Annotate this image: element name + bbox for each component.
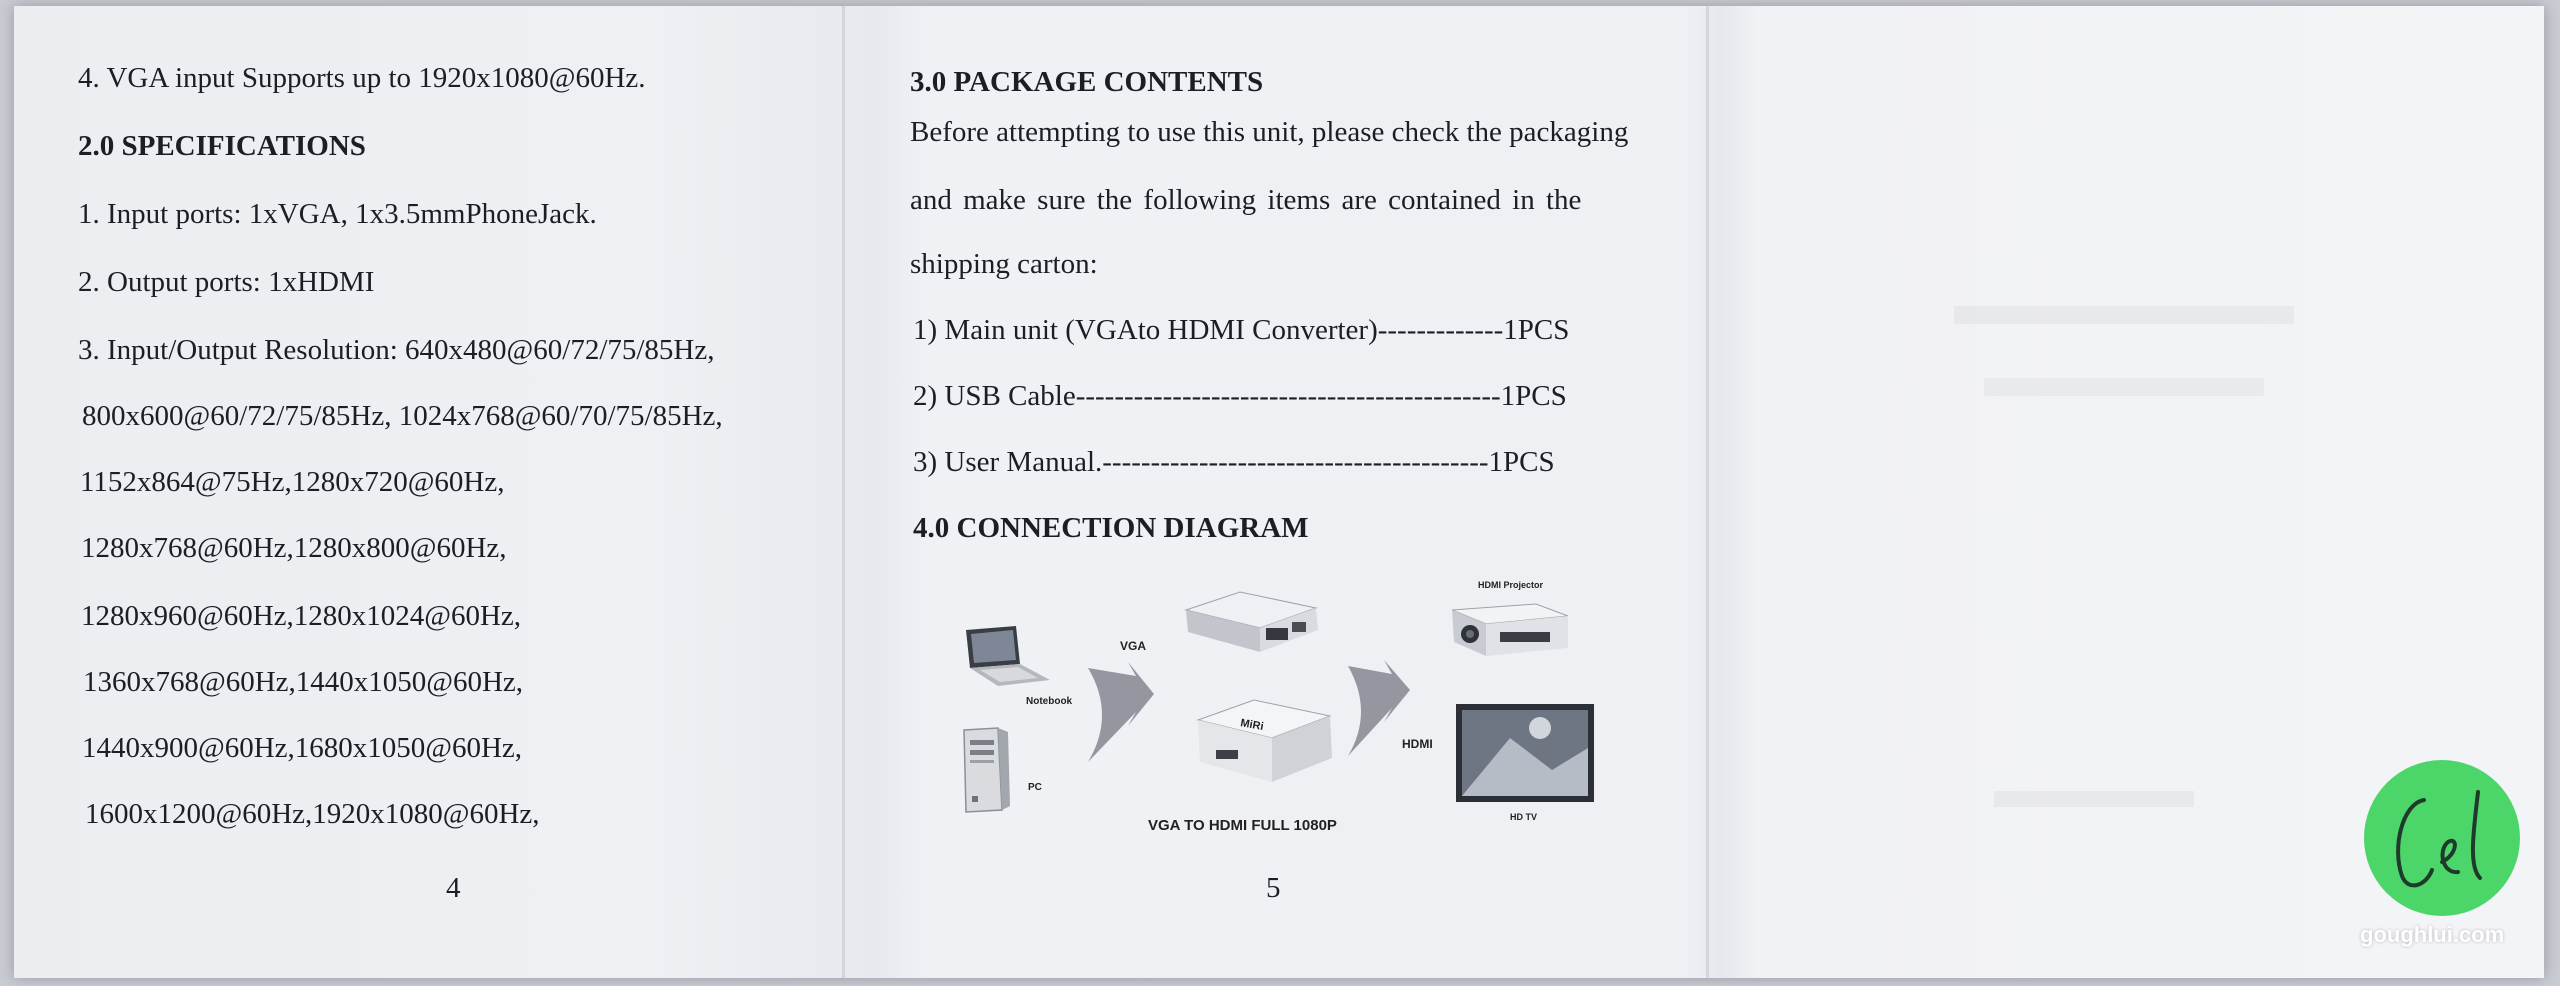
diagram-caption: VGA TO HDMI FULL 1080P bbox=[1148, 817, 1337, 834]
text-line: Before attempting to use this unit, please check the packaging bbox=[910, 116, 1629, 148]
watermark-site-text: goughlui.com bbox=[2360, 922, 2505, 947]
arrow-right-icon bbox=[1348, 660, 1410, 756]
list-item: 2) USB Cable--------------------------------------------1PCS bbox=[913, 380, 1567, 412]
text-line: 2. Output ports: 1xHDMI bbox=[78, 266, 375, 298]
text-line: 1. Input ports: 1xVGA, 1x3.5mmPhoneJack. bbox=[78, 198, 597, 230]
projector-icon bbox=[1452, 604, 1568, 656]
section-heading-package-contents: 3.0 PACKAGE CONTENTS bbox=[910, 66, 1264, 98]
fold-line-left bbox=[842, 6, 845, 978]
hdmi-label: HDMI bbox=[1402, 737, 1433, 751]
text-line: 1440x900@60Hz,1680x1050@60Hz, bbox=[82, 732, 523, 764]
list-item: 3) User Manual.----------------------------------------1PCS bbox=[913, 446, 1555, 478]
goughlui-logo bbox=[2362, 758, 2522, 918]
fold-line-right bbox=[1706, 6, 1709, 978]
text-line: 1280x960@60Hz,1280x1024@60Hz, bbox=[81, 600, 522, 632]
list-item: 1) Main unit (VGAto HDMI Converter)-------------1PCS bbox=[913, 314, 1570, 346]
text-line: 1360x768@60Hz,1440x1050@60Hz, bbox=[83, 666, 524, 698]
notebook-icon bbox=[966, 626, 1050, 686]
show-through-footer bbox=[1994, 791, 2194, 807]
pc-tower-icon bbox=[964, 728, 1010, 812]
connection-diagram bbox=[940, 570, 1620, 840]
device-brand-label: MiRi bbox=[1239, 717, 1265, 733]
text-line: 800x600@60/72/75/85Hz, 1024x768@60/70/75/85Hz, bbox=[82, 400, 723, 432]
vga-label: VGA bbox=[1120, 639, 1147, 653]
page-number: 4 bbox=[446, 872, 461, 904]
tv-label: HD TV bbox=[1510, 812, 1537, 822]
text-line: 4. VGA input Supports up to 1920x1080@60Hz. bbox=[78, 62, 646, 94]
section-heading-specifications: 2.0 SPECIFICATIONS bbox=[78, 130, 366, 162]
text-line: 1152x864@75Hz,1280x720@60Hz, bbox=[80, 466, 505, 498]
text-line: and make sure the following items are contained in the bbox=[910, 184, 1582, 216]
converter-rear-icon bbox=[1186, 592, 1318, 652]
page-number: 5 bbox=[1266, 872, 1281, 904]
projector-label: HDMI Projector bbox=[1478, 580, 1544, 590]
text-line: 1600x1200@60Hz,1920x1080@60Hz, bbox=[85, 798, 540, 830]
notebook-label: Notebook bbox=[1026, 696, 1073, 707]
show-through-title bbox=[1954, 306, 2294, 324]
text-line: shipping carton: bbox=[910, 248, 1098, 280]
text-line: 1280x768@60Hz,1280x800@60Hz, bbox=[81, 532, 507, 564]
section-heading-connection-diagram: 4.0 CONNECTION DIAGRAM bbox=[913, 512, 1309, 544]
show-through-subtitle bbox=[1984, 378, 2264, 396]
page-4 bbox=[78, 0, 818, 986]
converter-front-icon bbox=[1198, 700, 1332, 782]
arrow-right-icon bbox=[1088, 662, 1154, 762]
text-line: 3. Input/Output Resolution: 640x480@60/72/75/85Hz, bbox=[78, 334, 715, 366]
hd-tv-icon bbox=[1456, 704, 1594, 802]
pc-label: PC bbox=[1028, 782, 1042, 793]
